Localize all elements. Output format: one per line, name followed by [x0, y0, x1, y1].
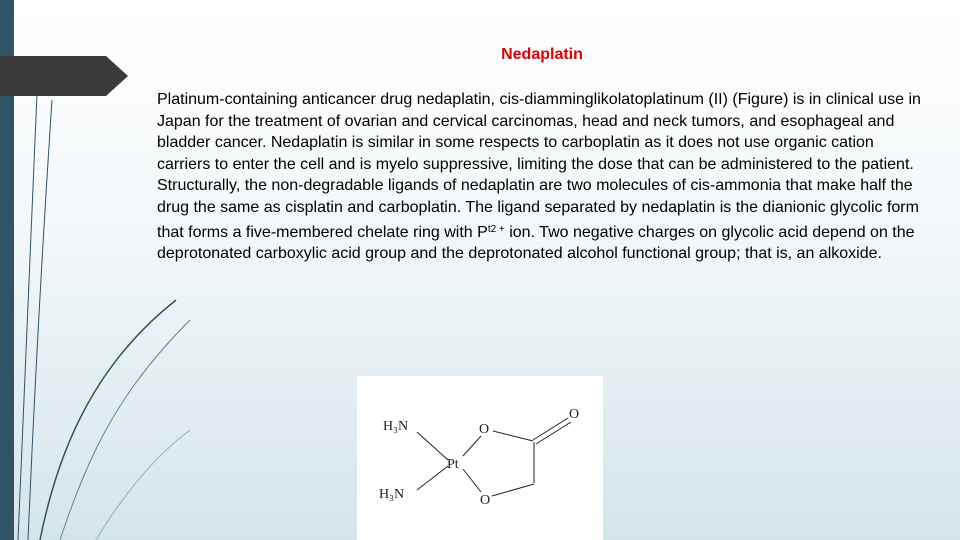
pt-label: Pt [447, 457, 459, 472]
body-text [157, 89, 922, 265]
o-carbonyl-label: O [569, 407, 580, 422]
slide-title: Nedaplatin [501, 46, 583, 63]
paragraph-structure-part2: ion. Two negative charges on glycolic acid depend on the deprotonated carboxylic acid group and the deprotonated alcohol functional group; that is, an alkoxide. [157, 223, 915, 263]
h3n-top-label: H₃N [383, 419, 409, 434]
nedaplatin-structure-figure [357, 376, 603, 540]
h3n-bottom-label: H₃N [379, 487, 405, 502]
superscript-charge: t2 + [487, 223, 505, 235]
o-ring-top-label: O [479, 422, 490, 437]
o-ring-bottom-label: O [480, 493, 491, 508]
structure-diagram [357, 376, 603, 540]
paragraph-structure-part1: Structurally, the non-degradable ligands of nedaplatin are two molecules of cis-ammonia that make half the drug the same as cisplatin and carboplatin. The ligand separated by nedaplatin is the dianionic glycolic form that forms a five-membered chelate ring with P [157, 177, 919, 241]
paragraph-structure [157, 175, 922, 264]
paragraph-intro: Platinum-containing anticancer drug nedaplatin, cis-diamminglikolatoplatinum (II) (Figure) is in clinical use in Japan for the treatment of ovarian and cervical carcinomas, head and neck tumors, and esophageal and bladder cancer. Nedaplatin is similar in some respects to carboplatin as it does not use organic cation carriers to enter the cell and is myelo suppressive, limiting the dose that can be administered to the patient. [157, 91, 921, 173]
